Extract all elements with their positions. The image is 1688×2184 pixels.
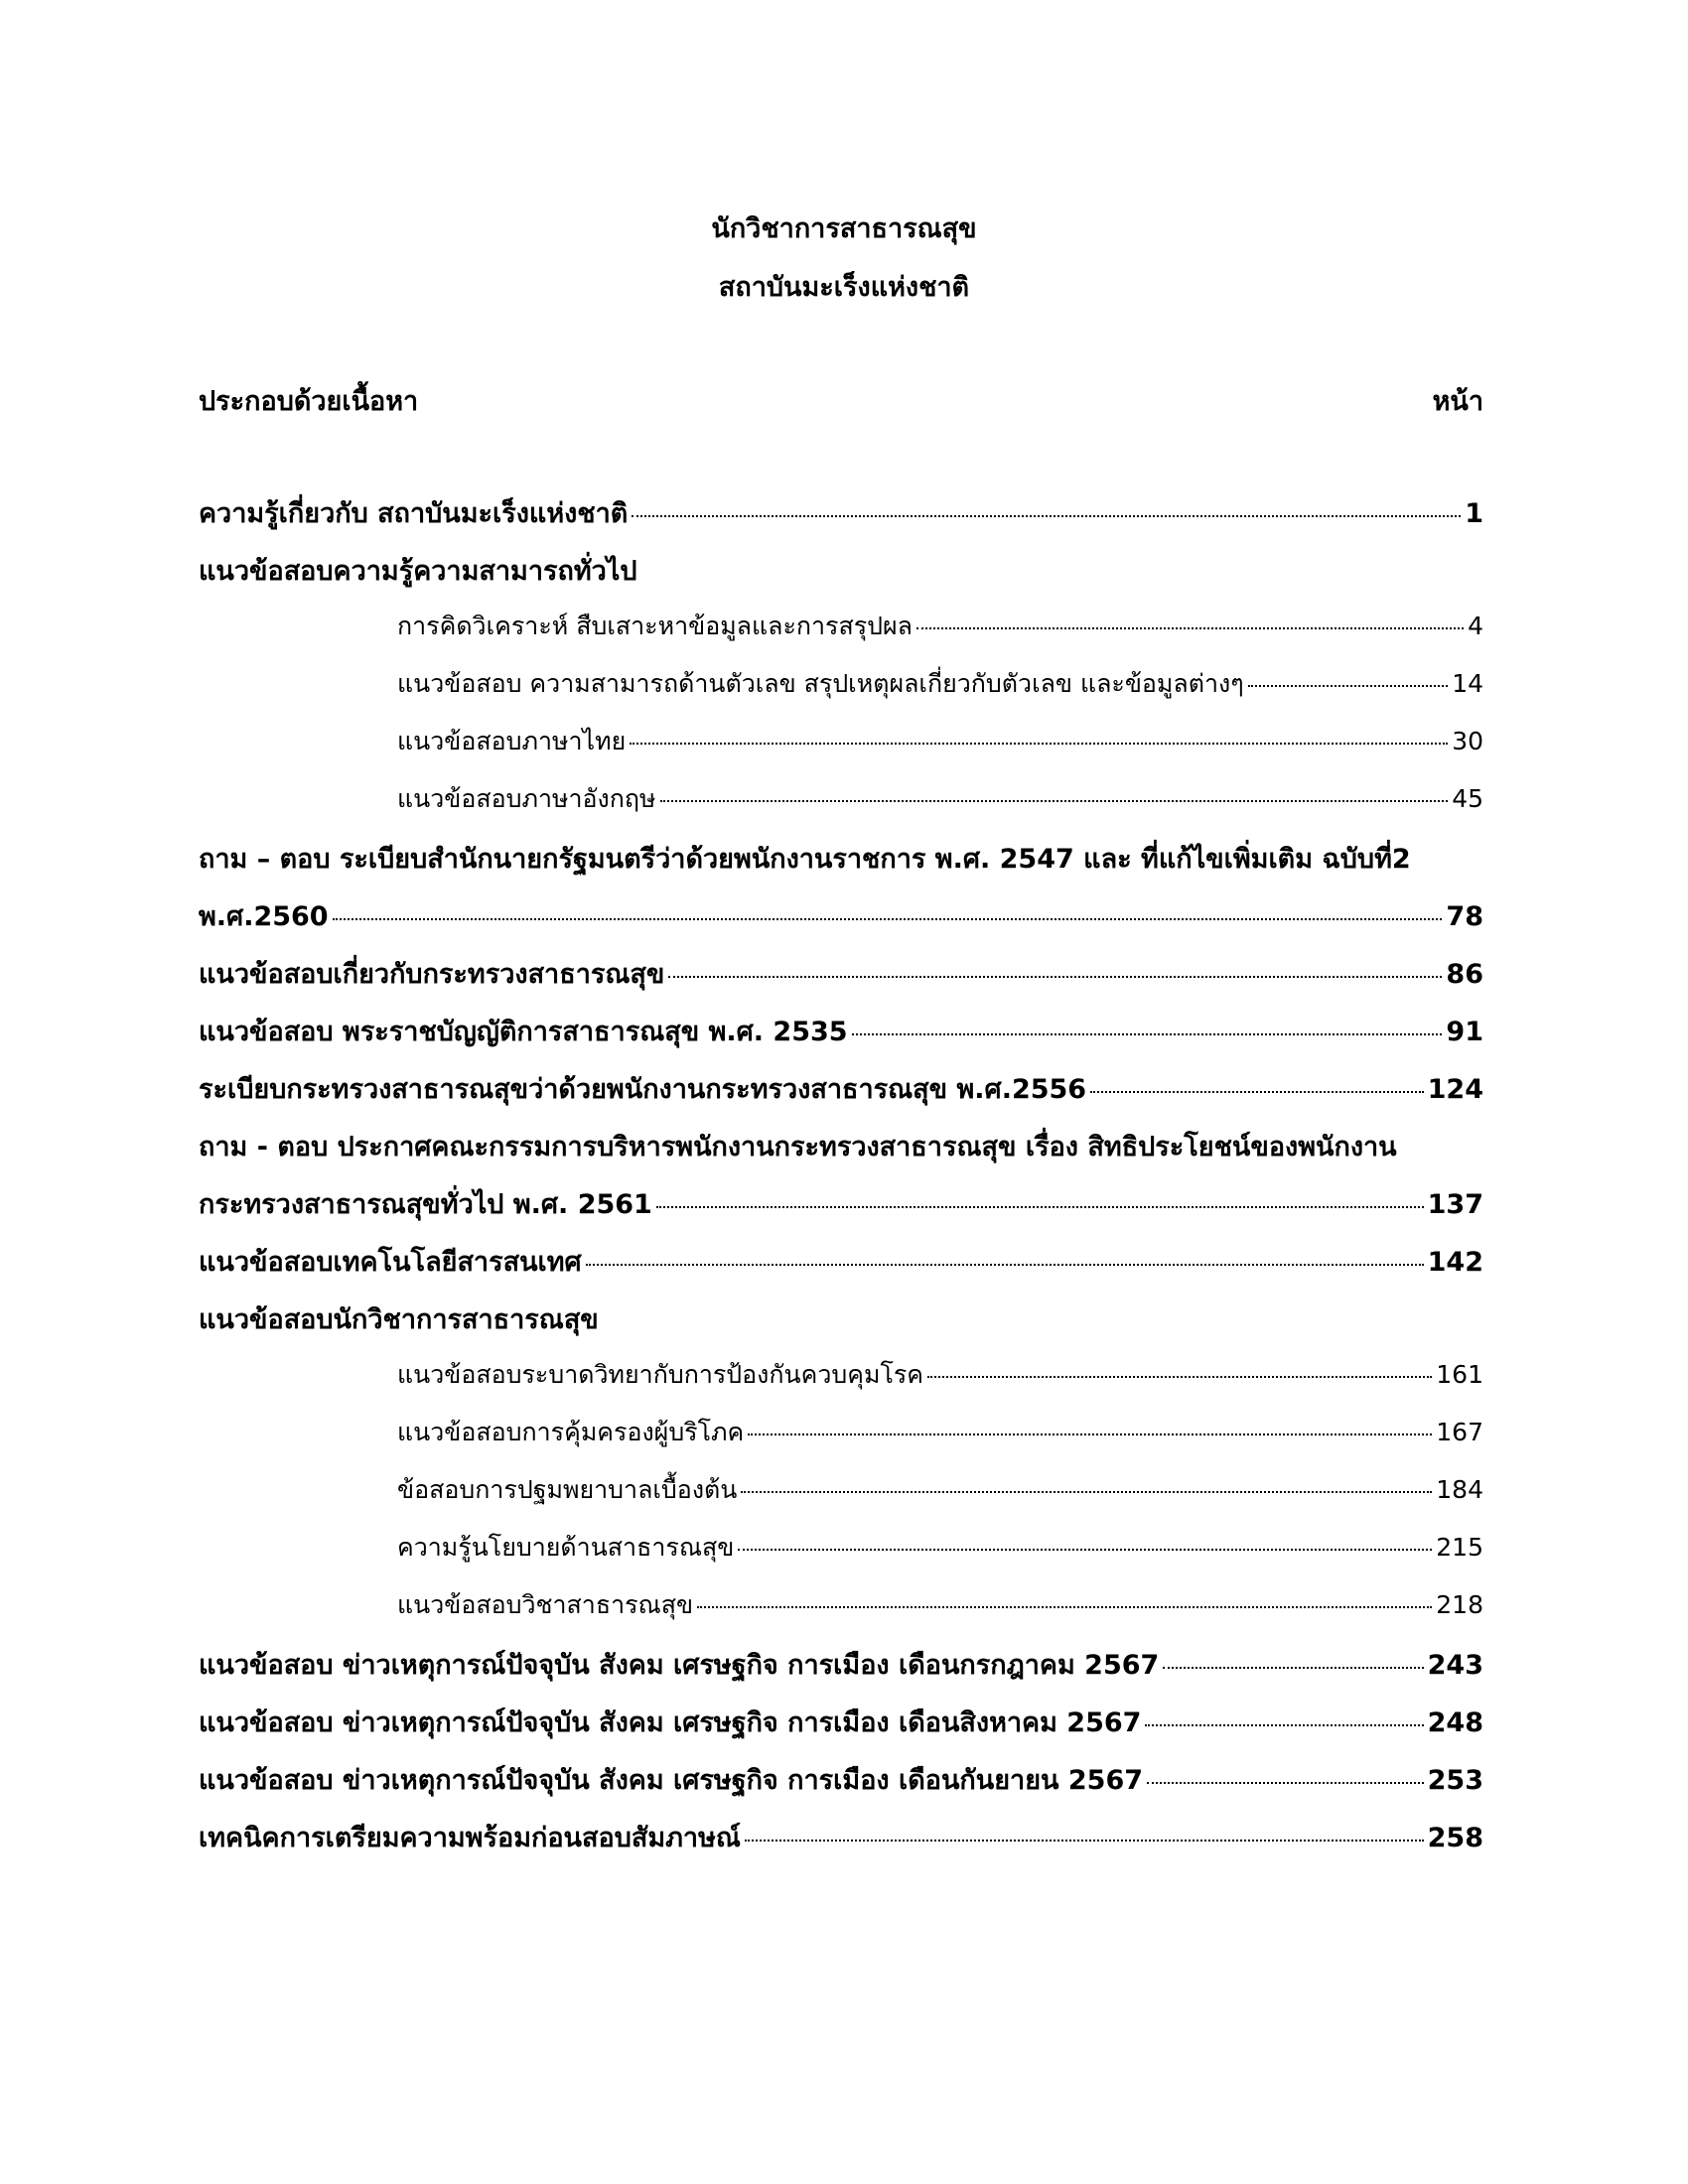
dot-leader <box>748 1433 1432 1435</box>
toc-entry <box>199 491 1483 549</box>
dot-leader <box>656 1206 1424 1208</box>
toc-entry-title: ความรู้เกี่ยวกับ สถาบันมะเร็งแห่งชาติ <box>199 498 629 529</box>
toc-entry-title: ระเบียบกระทรวงสาธารณสุขว่าด้วยพนักงานกระทรวงสาธารณสุข พ.ศ.2556 <box>199 1074 1087 1105</box>
toc-entry-page: 142 <box>1427 1247 1483 1278</box>
toc-entry <box>199 1240 1483 1297</box>
toc-entry-title: เทคนิคการเตรียมความพร้อมก่อนสอบสัมภาษณ์ <box>199 1823 741 1853</box>
toc-subentry <box>199 664 1483 722</box>
toc-entry-page: 124 <box>1427 1074 1483 1105</box>
toc-entry-page: 45 <box>1452 784 1483 813</box>
toc-entry-title: แนวข้อสอบระบาดวิทยากับการป้องกันควบคุมโรค <box>397 1360 924 1389</box>
toc-entry-title: แนวข้อสอบ ข่าวเหตุการณ์ปัจจุบัน สังคม เศรษฐกิจ การเมือง เดือนกรกฎาคม 2567 <box>199 1650 1160 1681</box>
toc-section-heading <box>199 1297 1483 1355</box>
toc-entry-title: ถาม - ตอบ ประกาศคณะกรรมการบริหารพนักงานกระทรวงสาธารณสุข เรื่อง สิทธิประโยชน์ของพนักงาน <box>199 1132 1397 1162</box>
toc-entry-title: กระทรวงสาธารณสุขทั่วไป พ.ศ. 2561 <box>199 1189 652 1220</box>
toc-subentry <box>199 1355 1483 1413</box>
toc-entry-line2 <box>199 1182 1483 1240</box>
toc-entry-page: 218 <box>1436 1590 1483 1619</box>
toc-entry <box>199 1010 1483 1067</box>
toc-entry-page: 248 <box>1427 1707 1483 1738</box>
toc-subentry <box>199 607 1483 664</box>
toc-entry-page: 86 <box>1446 959 1483 990</box>
document-title: นักวิชาการสาธารณสุข <box>711 213 977 244</box>
toc-entry-title: แนวข้อสอบวิชาสาธารณสุข <box>397 1590 694 1619</box>
toc-subentry <box>199 1470 1483 1528</box>
dot-leader <box>1248 685 1449 687</box>
toc-entry-page: 14 <box>1452 669 1483 698</box>
dot-leader <box>1145 1724 1423 1726</box>
dot-leader <box>745 1840 1424 1842</box>
toc-entry-title: แนวข้อสอบ ข่าวเหตุการณ์ปัจจุบัน สังคม เศรษฐกิจ การเมือง เดือนกันยายน 2567 <box>199 1765 1144 1796</box>
dot-leader <box>632 515 1461 517</box>
toc-entry-page: 167 <box>1436 1418 1483 1446</box>
toc-entry <box>199 1758 1483 1816</box>
dot-leader <box>741 1491 1432 1493</box>
toc-subentry <box>199 1528 1483 1585</box>
toc-entry-title: แนวข้อสอบเกี่ยวกับกระทรวงสาธารณสุข <box>199 959 665 990</box>
dot-leader <box>738 1549 1432 1551</box>
toc-entry-title: ถาม – ตอบ ระเบียบสำนักนายกรัฐมนตรีว่าด้วยพนักงานราชการ พ.ศ. 2547 และ ที่แก้ไขเพิ่มเติม ฉบับที่2 <box>199 844 1411 875</box>
toc-entry-line2 <box>199 894 1483 952</box>
toc-entry-page: 1 <box>1465 498 1483 529</box>
toc-entry-title: พ.ศ.2560 <box>199 901 329 932</box>
dot-leader <box>927 1376 1432 1378</box>
dot-leader <box>697 1606 1432 1608</box>
toc-entry-page: 78 <box>1446 901 1483 932</box>
toc-entry-title: แนวข้อสอบภาษาอังกฤษ <box>397 784 656 813</box>
toc-entry-line1 <box>199 1125 1483 1182</box>
contents-heading: ประกอบด้วยเนื้อหา <box>199 386 419 417</box>
toc-entry <box>199 1816 1483 1873</box>
toc-entry-page: 30 <box>1452 727 1483 755</box>
toc-entry <box>199 1701 1483 1758</box>
table-of-contents <box>199 491 1483 1873</box>
toc-entry-page: 137 <box>1427 1189 1483 1220</box>
dot-leader <box>852 1033 1443 1035</box>
toc-entry <box>199 1067 1483 1125</box>
toc-entry-title: การคิดวิเคราะห์ สืบเสาะหาข้อมูลและการสรุปผล <box>397 612 913 640</box>
toc-entry-page: 4 <box>1468 612 1483 640</box>
toc-subentry <box>199 722 1483 779</box>
toc-entry-page: 215 <box>1436 1533 1483 1562</box>
toc-entry-title: แนวข้อสอบ พระราชบัญญัติการสาธารณสุข พ.ศ. 2535 <box>199 1017 848 1047</box>
page-column-heading: หน้า <box>1432 386 1483 417</box>
dot-leader <box>668 976 1442 978</box>
toc-entry-title: ความรู้นโยบายด้านสาธารณสุข <box>397 1533 735 1562</box>
dot-leader <box>1147 1782 1424 1784</box>
dot-leader <box>1090 1091 1424 1093</box>
dot-leader <box>333 918 1443 920</box>
toc-entry-page: 253 <box>1427 1765 1483 1796</box>
toc-entry-page: 184 <box>1436 1475 1483 1504</box>
toc-entry-line1 <box>199 837 1483 894</box>
toc-entry-page: 258 <box>1427 1823 1483 1853</box>
document-subtitle: สถาบันมะเร็งแห่งชาติ <box>718 272 970 303</box>
toc-subentry <box>199 779 1483 837</box>
toc-entry-title: แนวข้อสอบความรู้ความสามารถทั่วไป <box>199 556 637 587</box>
toc-entry-title: ข้อสอบการปฐมพยาบาลเบื้องต้น <box>397 1475 738 1504</box>
toc-entry <box>199 952 1483 1010</box>
dot-leader <box>630 743 1448 745</box>
toc-entry-title: แนวข้อสอบ ความสามารถด้านตัวเลข สรุปเหตุผลเกี่ยวกับตัวเลข และข้อมูลต่างๆ <box>397 669 1244 698</box>
toc-entry-page: 91 <box>1446 1017 1483 1047</box>
toc-subentry <box>199 1585 1483 1643</box>
toc-entry-page: 161 <box>1436 1360 1483 1389</box>
toc-entry <box>199 1643 1483 1701</box>
dot-leader <box>586 1264 1424 1266</box>
toc-entry-page: 243 <box>1427 1650 1483 1681</box>
dot-leader <box>916 627 1464 629</box>
dot-leader <box>660 800 1449 802</box>
toc-entry-title: แนวข้อสอบเทคโนโลยีสารสนเทศ <box>199 1247 582 1278</box>
toc-subentry <box>199 1413 1483 1470</box>
toc-entry-title: แนวข้อสอบการคุ้มครองผู้บริโภค <box>397 1418 745 1446</box>
toc-entry-title: แนวข้อสอบภาษาไทย <box>397 727 627 755</box>
toc-section-heading <box>199 549 1483 607</box>
dot-leader <box>1163 1667 1423 1669</box>
toc-entry-title: แนวข้อสอบนักวิชาการสาธารณสุข <box>199 1304 599 1335</box>
toc-entry-title: แนวข้อสอบ ข่าวเหตุการณ์ปัจจุบัน สังคม เศรษฐกิจ การเมือง เดือนสิงหาคม 2567 <box>199 1707 1142 1738</box>
